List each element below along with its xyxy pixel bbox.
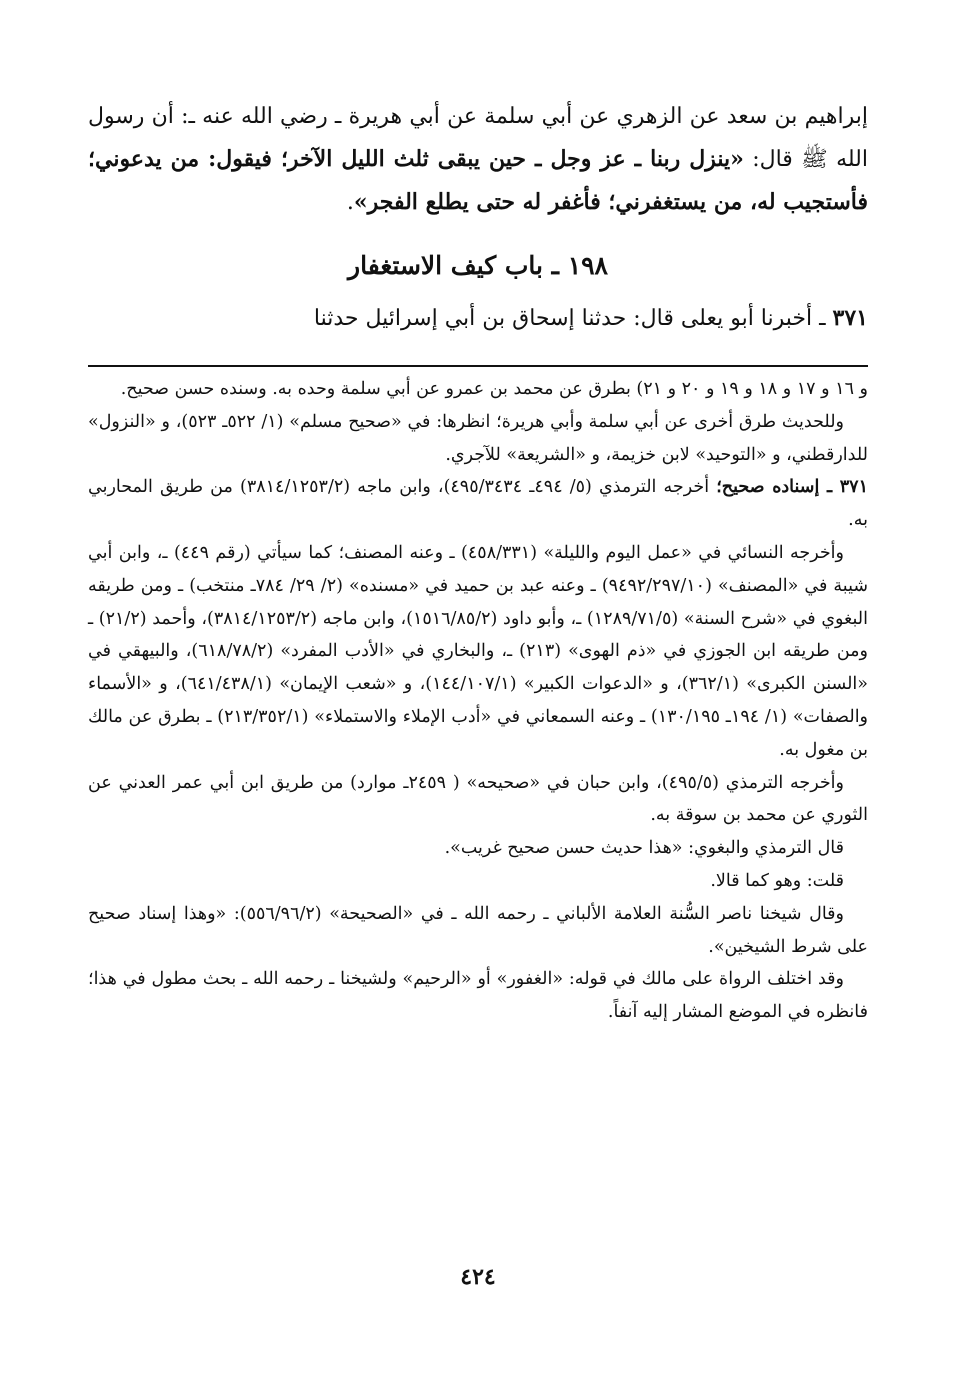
main-text [88, 96, 868, 224]
footnote-divider [88, 365, 868, 367]
footnote-paragraph: وقد اختلف الرواة على مالك في قوله: «الغفور» أو «الرحيم» ولشيخنا ـ رحمه الله ـ بحث مطول في هذا؛ فانظره في الموضع المشار إليه آنفاً. [88, 969, 868, 1023]
footnote-paragraph: قال الترمذي والبغوي: «هذا حديث حسن صحيح غريب». [444, 838, 844, 859]
narration-chain: إبراهيم بن سعد عن الزهري عن أبي سلمة عن أبي هريرة ـ رضي الله عنه ـ: أن رسول الله ﷺ قال: [88, 104, 868, 172]
chapter-title: ١٩٨ ـ باب كيف الاستغفار [348, 251, 608, 280]
footnote-paragraph: وأخرجه النسائي في «عمل اليوم والليلة» (٤٥٨/٣٣١) ـ وعنه المصنف؛ كما سيأتي (رقم ٤٤٩) ـ، وابن أبي شيبة في «المصنف» (٩٤٩٢/٢٩٧/١٠) ـ وعنه عبد بن حميد في «مسنده» (٢/ ٢٩/ ٧٨٤ـ منتخب) ـ ومن طريقه البغوي في «شرح السنة» (١٢٨٩/٧١/٥) ـ، وأبو داود (١٥١٦/٨٥/٢)، وابن ماجه (٣٨١٤/١٢٥٣/٢)، وأحمد (٢١/٢) ـ ومن طريقه ابن الجوزي في «ذم الهوى» (٢١٣) ـ، والبخاري في «الأدب المفرد» (٦١٨/٧٨/٢)، والبيهقي في «السنن الكبرى» (٣٦٢/١)، و «الدعوات الكبير» (١٤٤/١٠٧/١)، و «شعب الإيمان» (٦٤١/٤٣٨/١)، و «الأسماء والصفات» (١/ ١٩٤ـ ١٣٠/١٩٥) ـ وعنه السمعاني في «أدب الإملاء والاستملاء» (٢١٣/٣٥٢/١) ـ بطرق عن مالك بن مغول به. [88, 542, 869, 760]
footnote-number: ٣٧١ ـ إسناده صحيح؛ [716, 477, 868, 498]
footnote-text: أخرجه الترمذي (٥/ ٤٩٤ـ ٤٩٥/٣٤٣٤)، وابن ماجه (٣٨١٤/١٢٥٣/٢) من طريق المحاربي به. [88, 477, 868, 531]
hadith-matn: «ينزل ربنا ـ عز وجل ـ حين يبقى ثلث الليل الآخر؛ فيقول: من يدعوني؛ فأستجيب له، من يستغفرني؛ فأغفر له حتى يطلع الفجر» [88, 146, 868, 215]
footnote-paragraph: وأخرجه الترمذي (٤٩٥/٥)، وابن حبان في «صحيحه» ( ٢٤٥٩ـ موارد) من طريق ابن أبي عمر العدني عن الثوري عن محمد بن سوقة به. [88, 772, 868, 826]
footnote-paragraph: وللحديث طرق أخرى عن أبي سلمة وأبي هريرة؛ انظرها: في «صحيح مسلم» (١/ ٥٢٢ـ ٥٢٣)، و «النزول» للدارقطني، و «التوحيد» لابن خزيمة، و «الشريعة» للآجري. [88, 411, 868, 465]
hadith-number: ٣٧١ [832, 305, 868, 331]
page-body [88, 96, 868, 1029]
hadith-371-start [88, 298, 868, 339]
hadith-continuation [88, 96, 868, 224]
footnote-paragraph: قلت: وهو كما قالا. [710, 870, 844, 891]
footnote-paragraph: و ١٦ و ١٧ و ١٨ و ١٩ و ٢٠ و ٢١) بطرق عن محمد بن عمرو عن أبي سلمة وحده به. وسنده حسن صحيح. [120, 379, 868, 399]
footnotes [88, 373, 868, 1029]
page-number: ٤٢٤ [460, 1264, 496, 1290]
footnote-371 [88, 471, 868, 537]
period: . [346, 190, 354, 215]
footnote-paragraph: وقال شيخنا ناصر السُّنة العلامة الألباني ـ رحمه الله ـ في «الصحيحة» (٥٥٦/٩٦/٢): «وهذا إسناد صحيح على شرط الشيخين». [88, 903, 868, 957]
hadith-text: ـ أخبرنا أبو يعلى قال: حدثنا إسحاق بن أبي إسرائيل حدثنا [313, 306, 833, 331]
